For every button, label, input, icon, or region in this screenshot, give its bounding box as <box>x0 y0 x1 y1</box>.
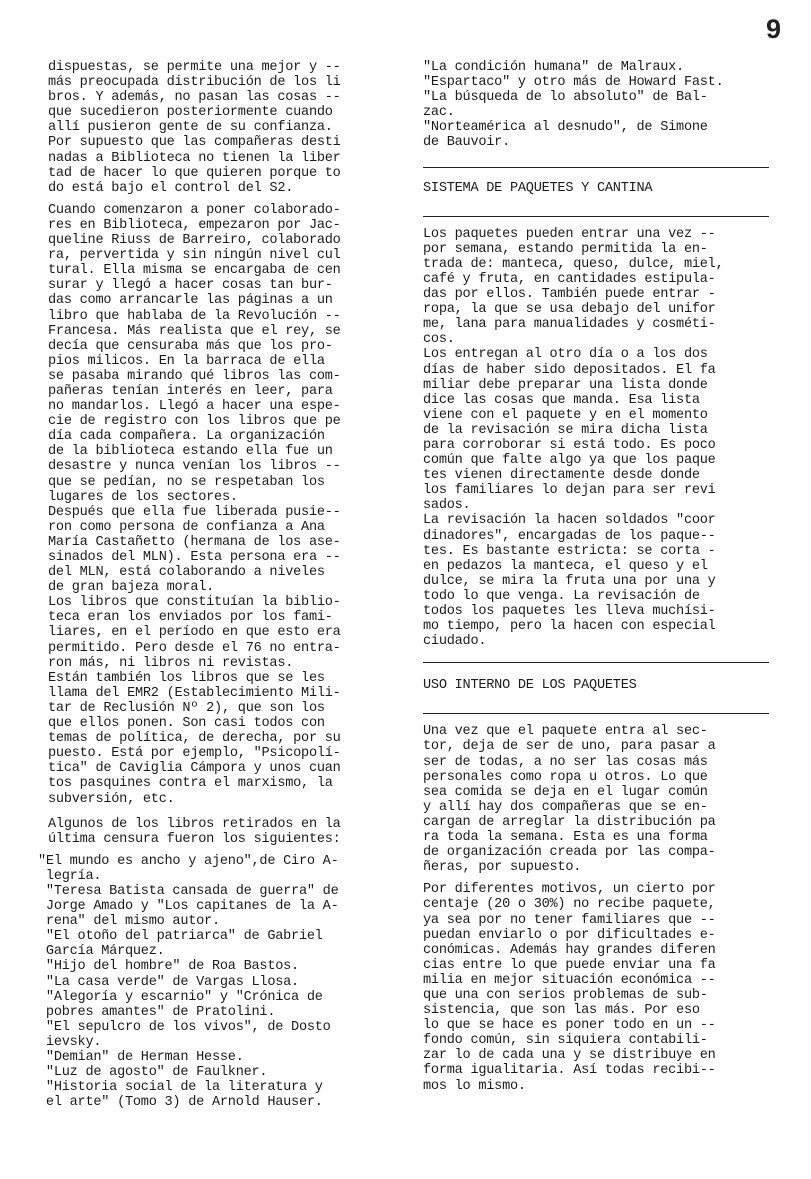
right-censored-book-list-continued: "La condición humana" de Malraux. "Espartaco" y otro más de Howard Fast. "La búsqueda de lo absoluto" de Bal- zac. "Norteamérica al desnudo", de Simone de Bauvoir. <box>423 60 724 151</box>
divider-rule <box>423 662 769 663</box>
right-paragraph-common-fund: Por diferentes motivos, un cierto por centaje (20 o 30%) no recibe paquete, ya sea por no tener familiares que -- puedan enviarlo o por dificultades e- conómicas. Además hay grandes diferen cias entre lo que puede enviar una fa milia en mejor situación económica -- que una con serios problemas de sub- sistencia, que son las más. Por eso lo que se hace es poner todo en un -- fondo común, sin siquiera contabili- zar lo de cada una y se distribuye en forma igualitaria. Así todas recibi-- mos lo mismo. <box>423 882 716 1094</box>
left-paragraph-library-collaborators: Cuando comenzaron a poner colaborado- res en Biblioteca, empezaron por Jac- queline Riuss de Barreiro, colaborado ra, pervertida y sin ningún nivel cul tural. Ella misma se encargaba de cen surar y llegó a hacer cosas tan bur- das como arrancarle las páginas a un libro que hablaba de la Revolución -- Francesa. Más realista que el rey, se decía que censuraba más que los pro- pios milicos. En la barraca de ella se pasaba mirando qué libros las com- pañeras tenían interés en leer, para no mandarlos. Llegó a hacer una espe- cie de registro con los libros que pe día cada compañera. La organización de la biblioteca estando ella fue un desastre y nunca venían los libros -- que se pedían, no se respetaban los lugares de los sectores. Después que ella fue liberada pusie-- ron como persona de confianza a Ana María Castañetto (hermana de los ase- sinados del MLN). Esta persona era -- del MLN, está colaborando a niveles de gran bajeza moral. Los libros que constituían la biblio- teca eran los enviados por los fami- liares, en el período en que esto era permitido. Pero desde el 76 no entra- ron más, ni libros ni revistas. Están también los libros que se les llama del EMR2 (Establecimiento Mili- tar de Reclusión Nº 2), que son los que ellos ponen. Son casi todos con temas de política, de derecha, por su puesto. Está por ejemplo, "Psicopolí- tica" de Caviglia Cámpora y unos cuan tos pasquines contra el marxismo, la subversión, etc. <box>48 202 341 807</box>
divider-rule <box>423 713 769 714</box>
section-heading-uso-interno: USO INTERNO DE LOS PAQUETES <box>423 678 637 694</box>
left-paragraph-library-distribution: dispuestas, se permite una mejor y -- más preocupada distribución de los li bros. Y además, no pasan las cosas -- que sucedieron posteriormente cuando allí pusieron gente de su confianza. Por supuesto que las compañeras desti nadas a Biblioteca no tienen la liber tad de hacer lo que quieren porque to do está bajo el control del S2. <box>48 60 341 196</box>
section-heading-paquetes-cantina: SISTEMA DE PAQUETES Y CANTINA <box>423 180 653 196</box>
page-number: 9 <box>765 14 781 44</box>
left-paragraph-censored-intro: Algunos de los libros retirados en la última censura fueron los siguientes: <box>48 816 341 847</box>
divider-rule <box>423 167 769 168</box>
divider-rule <box>423 216 769 217</box>
left-column <box>38 60 403 1111</box>
right-paragraph-package-rules: Los paquetes pueden entrar una vez -- por semana, estando permitida la en- trada de: manteca, queso, dulce, miel, café y fruta, en cantidades estipula- das por ellos. También puede entrar - ropa, la que se usa debajo del unifor me, lana para manualidades y cosméti- cos. Los entregan al otro día o a los dos días de haber sido depositados. El fa miliar debe preparar una lista donde dice las cosas que manda. Esa lista viene con el paquete y en el momento de la revisación se mira dicha lista para corroborar si está todo. Es poco común que falte algo ya que los paque tes vienen directamente desde donde los familiares lo dejan para ser revi sados. La revisación la hacen soldados "coor dinadores", encargadas de los paque-- tes. Es bastante estricta: se corta - en pedazos la manteca, el queso y el dulce, se mira la fruta una por una y todo lo que venga. La revisación de todos los paquetes les lleva muchísi- mo tiempo, pero la hacen con especial ciudado. <box>423 226 724 650</box>
left-censored-book-list: "El mundo es ancho y ajeno",de Ciro A- legría. "Teresa Batista cansada de guerra" de Jorge Amado y "Los capitanes de la A- rena" del mismo autor. "El otoño del patriarca" de Gabriel García Márquez. "Hijo del hombre" de Roa Bastos. "La casa verde" de Vargas Llosa. "Alegoría y escarnio" y "Crónica de pobres amantes" de Pratolini. "El sepulcro de los vivos", de Dosto ievsky. "Demian" de Herman Hesse. "Luz de agosto" de Faulkner. "Historia social de la literatura y el arte" (Tomo 3) de Arnold Hauser. <box>38 853 339 1111</box>
right-paragraph-internal-use: Una vez que el paquete entra al sec- tor, deja de ser de uno, para pasar a ser de todas, a no ser las cosas más personales como ropa u otros. Lo que sea comida se deja en el lugar común y allí hay dos compañeras que se en- cargan de arreglar la distribución pa ra toda la semana. Esta es una forma de organización creada por las compa- ñeras, por supuesto. <box>423 724 716 876</box>
right-column <box>423 60 783 1094</box>
